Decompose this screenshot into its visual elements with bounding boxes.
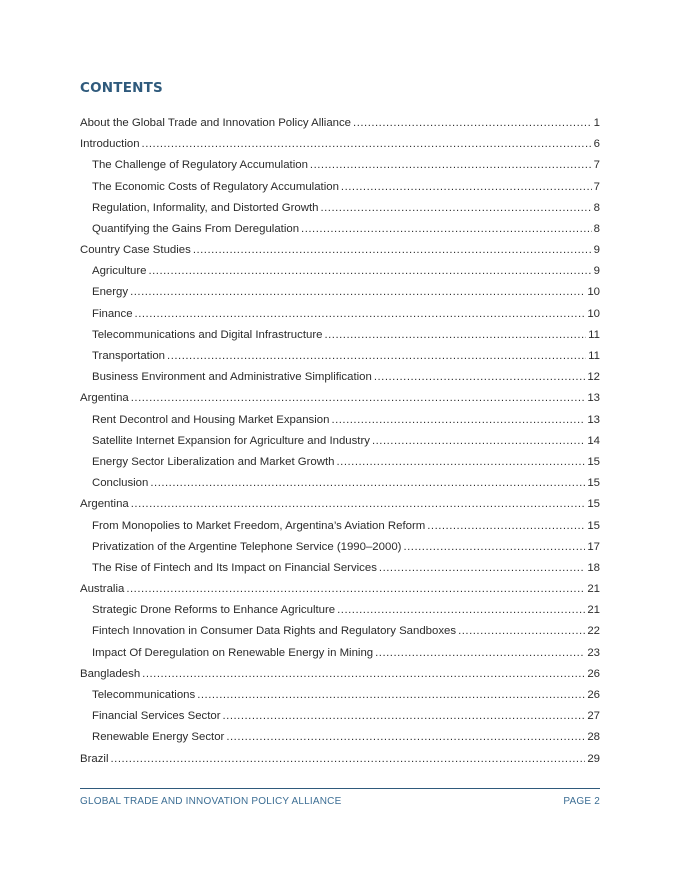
toc-subsection-entry[interactable] xyxy=(80,685,600,706)
toc-entry-title: Agriculture xyxy=(92,265,147,278)
toc-entry-page-number: 18 xyxy=(587,561,600,574)
toc-entry-title: Rent Decontrol and Housing Market Expansion xyxy=(92,413,330,426)
toc-entry-title: Financial Services Sector xyxy=(92,710,221,723)
toc-entry-page-number: 15 xyxy=(587,519,600,532)
toc-entry-page-number: 21 xyxy=(587,604,600,617)
toc-entry-title: Argentina xyxy=(80,392,129,405)
toc-entry-title: Fintech Innovation in Consumer Data Rights and Regulatory Sandboxes xyxy=(92,625,457,638)
toc-entry-title: Bangladesh xyxy=(80,667,141,680)
toc-entry-page-number: 17 xyxy=(587,540,600,553)
toc-subsection-entry[interactable] xyxy=(80,706,600,727)
toc-dot-leader xyxy=(301,219,592,240)
toc-dot-leader xyxy=(223,706,586,727)
toc-section-entry[interactable] xyxy=(80,579,600,600)
toc-entry-title: Argentina xyxy=(80,498,129,511)
toc-entry-page-number: 13 xyxy=(587,392,600,405)
toc-entry-page-number: 15 xyxy=(587,455,600,468)
toc-subsection-entry[interactable] xyxy=(80,219,600,240)
toc-entry-title: Transportation xyxy=(92,350,166,363)
toc-entry-title: Finance xyxy=(92,307,133,320)
toc-dot-leader xyxy=(130,282,585,303)
toc-entry-title: About the Global Trade and Innovation Policy Alliance xyxy=(80,116,352,129)
toc-subsection-entry[interactable] xyxy=(80,325,600,346)
toc-entry-page-number: 21 xyxy=(587,583,600,596)
toc-dot-leader xyxy=(131,494,586,515)
toc-entry-title: Satellite Internet Expansion for Agriculture and Industry xyxy=(92,434,370,447)
toc-subsection-entry[interactable] xyxy=(80,431,600,452)
toc-entry-page-number: 7 xyxy=(593,159,600,172)
toc-subsection-entry[interactable] xyxy=(80,516,600,537)
toc-dot-leader xyxy=(353,113,592,134)
toc-entry-title: Energy Sector Liberalization and Market Growth xyxy=(92,455,335,468)
toc-entry-title: The Economic Costs of Regulatory Accumulation xyxy=(92,180,339,193)
toc-entry-title: Renewable Energy Sector xyxy=(92,731,225,744)
toc-subsection-entry[interactable] xyxy=(80,155,600,176)
toc-entry-page-number: 1 xyxy=(593,116,600,129)
toc-dot-leader xyxy=(374,367,585,388)
toc-dot-leader xyxy=(324,325,586,346)
toc-dot-leader xyxy=(341,177,592,198)
toc-entry-title: Privatization of the Argentine Telephone Service (1990–2000) xyxy=(92,540,402,553)
toc-dot-leader xyxy=(403,537,585,558)
toc-entry-title: Regulation, Informality, and Distorted Growth xyxy=(92,201,319,214)
toc-subsection-entry[interactable] xyxy=(80,622,600,643)
document-page xyxy=(80,0,600,880)
toc-entry-page-number: 10 xyxy=(587,307,600,320)
toc-entry-title: Telecommunications and Digital Infrastructure xyxy=(92,328,323,341)
toc-entry-page-number: 29 xyxy=(587,752,600,765)
toc-dot-leader xyxy=(337,600,585,621)
toc-entry-title: Conclusion xyxy=(92,477,149,490)
toc-subsection-entry[interactable] xyxy=(80,367,600,388)
toc-entry-title: Australia xyxy=(80,583,125,596)
toc-entry-page-number: 10 xyxy=(587,286,600,299)
footer-organization-name: GLOBAL TRADE AND INNOVATION POLICY ALLIANCE xyxy=(80,796,342,807)
toc-entry-title: Energy xyxy=(92,286,129,299)
toc-entry-page-number: 27 xyxy=(587,710,600,723)
toc-entry-title: Impact Of Deregulation on Renewable Energy in Mining xyxy=(92,646,374,659)
toc-subsection-entry[interactable] xyxy=(80,261,600,282)
toc-dot-leader xyxy=(135,304,586,325)
toc-entry-title: Quantifying the Gains From Deregulation xyxy=(92,222,300,235)
toc-dot-leader xyxy=(167,346,586,367)
toc-subsection-entry[interactable] xyxy=(80,473,600,494)
toc-dot-leader xyxy=(379,558,585,579)
toc-section-entry[interactable] xyxy=(80,134,600,155)
toc-dot-leader xyxy=(226,727,585,748)
toc-entry-page-number: 8 xyxy=(593,201,600,214)
footer-divider xyxy=(80,788,600,789)
toc-entry-page-number: 11 xyxy=(588,328,600,341)
toc-entry-title: Brazil xyxy=(80,752,109,765)
toc-dot-leader xyxy=(150,473,585,494)
toc-subsection-entry[interactable] xyxy=(80,537,600,558)
toc-section-entry[interactable] xyxy=(80,113,600,134)
toc-dot-leader xyxy=(110,749,585,770)
toc-entry-page-number: 28 xyxy=(587,731,600,744)
toc-entry-page-number: 15 xyxy=(587,477,600,490)
toc-entry-title: The Rise of Fintech and Its Impact on Financial Services xyxy=(92,561,377,574)
toc-subsection-entry[interactable] xyxy=(80,558,600,579)
toc-entry-page-number: 13 xyxy=(587,413,600,426)
toc-dot-leader xyxy=(331,410,585,431)
toc-subsection-entry[interactable] xyxy=(80,452,600,473)
toc-entry-page-number: 15 xyxy=(587,498,600,511)
toc-dot-leader xyxy=(131,388,586,409)
toc-dot-leader xyxy=(427,516,585,537)
toc-section-entry[interactable] xyxy=(80,388,600,409)
toc-section-entry[interactable] xyxy=(80,494,600,515)
toc-entry-page-number: 14 xyxy=(587,434,600,447)
toc-entry-page-number: 26 xyxy=(587,667,600,680)
toc-dot-leader xyxy=(193,240,592,261)
toc-entry-title: Telecommunications xyxy=(92,689,196,702)
toc-entry-title: The Challenge of Regulatory Accumulation xyxy=(92,159,308,172)
toc-entry-page-number: 6 xyxy=(593,138,600,151)
table-of-contents xyxy=(80,113,600,770)
toc-subsection-entry[interactable] xyxy=(80,283,600,304)
toc-section-entry[interactable] xyxy=(80,664,600,685)
toc-subsection-entry[interactable] xyxy=(80,304,600,325)
toc-dot-leader xyxy=(337,452,586,473)
toc-entry-page-number: 26 xyxy=(587,689,600,702)
toc-entry-page-number: 11 xyxy=(588,350,600,363)
toc-entry-page-number: 23 xyxy=(587,646,600,659)
toc-entry-title: Strategic Drone Reforms to Enhance Agriculture xyxy=(92,604,336,617)
footer-page-number: PAGE 2 xyxy=(563,796,600,807)
toc-subsection-entry[interactable] xyxy=(80,410,600,431)
toc-entry-page-number: 12 xyxy=(587,371,600,384)
toc-entry-page-number: 9 xyxy=(593,265,600,278)
toc-entry-page-number: 7 xyxy=(593,180,600,193)
toc-dot-leader xyxy=(320,198,591,219)
toc-subsection-entry[interactable] xyxy=(80,600,600,621)
toc-section-entry[interactable] xyxy=(80,240,600,261)
toc-entry-title: Business Environment and Administrative Simplification xyxy=(92,371,372,384)
toc-subsection-entry[interactable] xyxy=(80,643,600,664)
toc-entry-title: Introduction xyxy=(80,138,140,151)
toc-dot-leader xyxy=(458,621,585,642)
toc-dot-leader xyxy=(148,261,591,282)
toc-dot-leader xyxy=(197,685,585,706)
toc-subsection-entry[interactable] xyxy=(80,727,600,748)
toc-dot-leader xyxy=(375,643,585,664)
contents-heading: CONTENTS xyxy=(80,80,163,96)
toc-dot-leader xyxy=(142,664,585,685)
toc-entry-page-number: 22 xyxy=(587,625,600,638)
toc-entry-page-number: 9 xyxy=(593,244,600,257)
toc-subsection-entry[interactable] xyxy=(80,177,600,198)
toc-entry-title: From Monopolies to Market Freedom, Argentina’s Aviation Reform xyxy=(92,519,426,532)
toc-dot-leader xyxy=(310,155,592,176)
toc-subsection-entry[interactable] xyxy=(80,198,600,219)
toc-entry-page-number: 8 xyxy=(593,222,600,235)
toc-section-entry[interactable] xyxy=(80,749,600,770)
toc-dot-leader xyxy=(126,579,585,600)
toc-subsection-entry[interactable] xyxy=(80,346,600,367)
toc-dot-leader xyxy=(372,431,585,452)
toc-dot-leader xyxy=(142,134,592,155)
toc-entry-title: Country Case Studies xyxy=(80,244,191,257)
